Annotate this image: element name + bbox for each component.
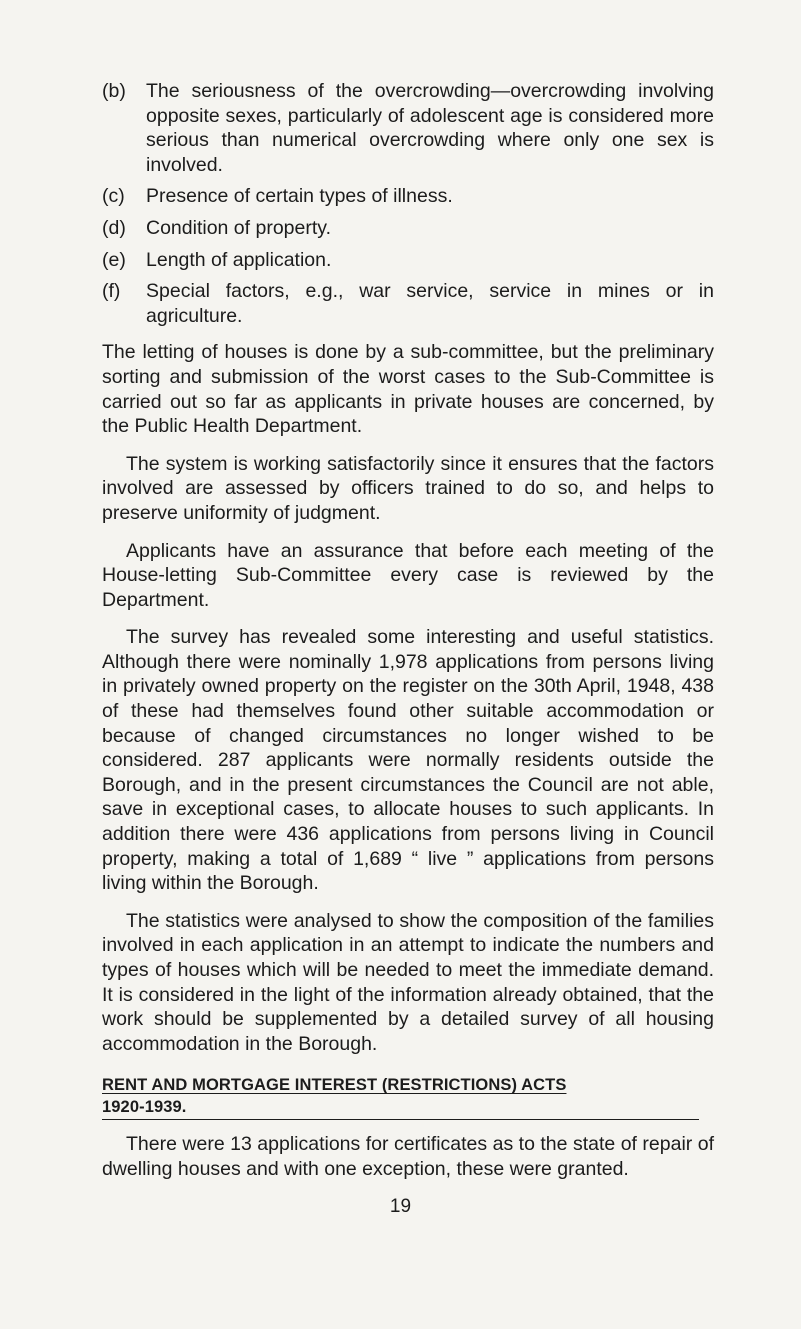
list-marker: (c) xyxy=(102,185,125,208)
list-text: Length of application. xyxy=(146,248,332,271)
paragraph-statistics: The statistics were analysed to show the composition of the families involved in each application in an attempt to indicate the numbers and types of houses which will be needed to meet the immediate demand. It is considered in the light of the information already obtained, that the work should be supplemented by a detailed survey of all housing accommodation in the Borough. xyxy=(102,909,714,1055)
list-marker: (f) xyxy=(102,280,121,303)
section-heading xyxy=(102,1074,714,1120)
section-heading-years: 1920-1939. xyxy=(102,1096,699,1120)
list-text: Presence of certain types of illness. xyxy=(146,185,453,208)
list-text: Special factors, e.g., war service, service in mines or in agriculture. xyxy=(146,280,714,327)
list-marker: (d) xyxy=(102,216,126,239)
list-item xyxy=(102,248,714,273)
paragraph-system: The system is working satisfactorily since it ensures that the factors involved are assessed by officers trained to do so, and helps to preserve uniformity of judgment. xyxy=(102,452,714,524)
page-content xyxy=(102,79,714,1195)
paragraph-applicants: Applicants have an assurance that before each meeting of the House-letting Sub-Committee every case is reviewed by the Department. xyxy=(102,539,714,611)
list-text: Condition of property. xyxy=(146,216,331,239)
list-text: The seriousness of the overcrowding—overcrowding involving opposite sexes, particularly of adolescent age is considered more serious than numerical overcrowding where only one sex is involved. xyxy=(146,80,714,176)
page-number: 19 xyxy=(389,1196,412,1217)
list-item xyxy=(102,79,714,177)
paragraph-certificates: There were 13 applications for certificates as to the state of repair of dwelling houses and with one exception, these were granted. xyxy=(102,1133,714,1180)
list-marker: (b) xyxy=(102,80,126,102)
paragraph-letting: The letting of houses is done by a sub-committee, but the preliminary sorting and submission of the worst cases to the Sub-Committee is carried out so far as applicants in private houses are concerned, by the Public Health Department. xyxy=(102,341,714,438)
list-item xyxy=(102,279,714,328)
list-item xyxy=(102,216,714,241)
criteria-list xyxy=(102,79,714,328)
list-marker: (e) xyxy=(102,248,126,271)
section-heading-title: RENT AND MORTGAGE INTEREST (RESTRICTIONS) ACTS xyxy=(102,1076,567,1095)
paragraph-survey: The survey has revealed some interesting and useful statistics. Although there were nominally 1,978 applications from persons living in privately owned property on the register on the 30th April, 1948, 438 of these had themselves found other suitable accommodation or because of changed circumstances no longer wished to be considered. 287 applicants were normally residents outside the Borough, and in the present circumstances the Council are not able, save in exceptional cases, to allocate houses to such applicants. In addition there were 436 applications from persons living in Council property, making a total of 1,689 “ live ” applications from persons living within the Borough. xyxy=(102,626,714,895)
list-item xyxy=(102,184,714,209)
